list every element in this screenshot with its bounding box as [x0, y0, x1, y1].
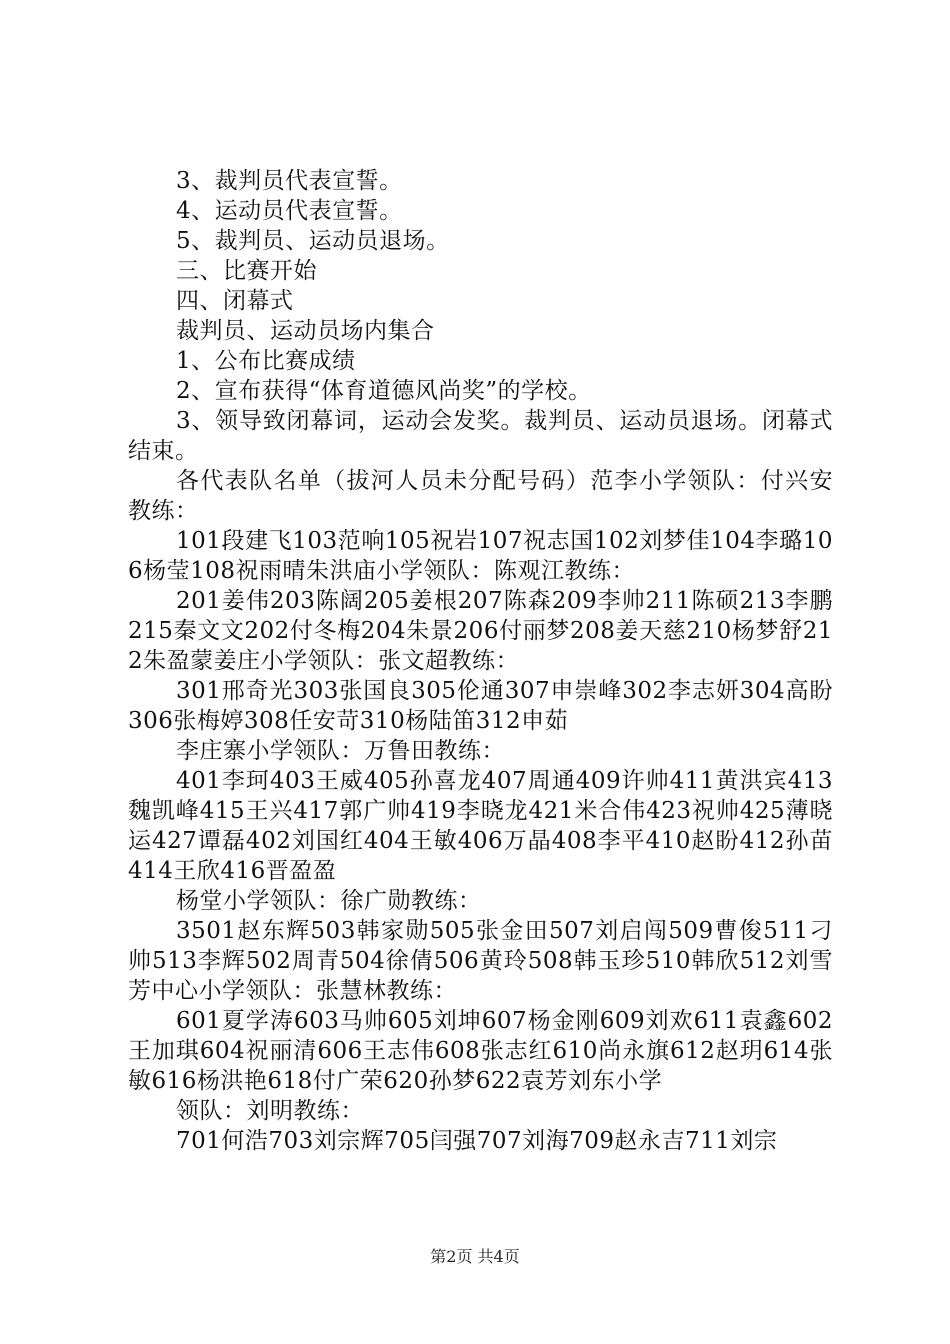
paragraph: 三、比赛开始 — [176, 258, 317, 284]
paragraph: 601夏学涛603马帅605刘坤607杨金刚609刘欢611袁鑫602王加琪604祝丽清606王志伟608张志红610尚永旗612赵玥614张敏616杨洪艳618付广荣620孙梦622袁芳刘东小学 — [128, 1008, 833, 1094]
paragraph: 3501赵东辉503韩家勋505张金田507刘启闯509曹俊511刁帅513李辉502周青504徐倩506黄玲508韩玉珍510韩欣512刘雪芳中心小学领队：张慧林教练： — [128, 918, 833, 1004]
paragraph: 各代表队名单（拔河人员未分配号码）范李小学领队：付兴安教练： — [128, 468, 833, 524]
paragraph: 401李珂403王威405孙喜龙407周通409许帅411黄洪宾413魏凯峰415王兴417郭广帅419李晓龙421米合伟423祝帅425薄晓运427谭磊402刘国红404王敏406万晶408李平410赵盼412孙苗414王欣416晋盈盈 — [128, 768, 833, 884]
page-number-footer: 第2页 共4页 — [430, 1247, 520, 1266]
paragraph: 领队：刘明教练： — [176, 1098, 364, 1124]
paragraph: 301邢奇光303张国良305伦通307申崇峰302李志妍304高盼306张梅婷308任安苛310杨陆笛312申茹 — [128, 678, 833, 734]
paragraph: 101段建飞103范响105祝岩107祝志国102刘梦佳104李璐106杨莹108祝雨晴朱洪庙小学领队：陈观江教练： — [128, 528, 833, 584]
paragraph: 201姜伟203陈阔205姜根207陈森209李帅211陈硕213李鹏215秦文文202付冬梅204朱景206付丽梦208姜天慈210杨梦舒212朱盈蒙姜庄小学领队：张文超教练： — [128, 588, 833, 674]
paragraph: 4、运动员代表宣誓。 — [176, 198, 403, 224]
paragraph: 701何浩703刘宗辉705闫强707刘海709赵永吉711刘宗 — [176, 1128, 778, 1154]
paragraph: 1、公布比赛成绩 — [176, 348, 356, 374]
paragraph: 四、闭幕式 — [176, 288, 294, 314]
paragraph: 3、领导致闭幕词，运动会发奖。裁判员、运动员退场。闭幕式结束。 — [128, 408, 833, 464]
paragraph: 杨堂小学领队：徐广勋教练： — [176, 888, 482, 914]
paragraph: 3、裁判员代表宣誓。 — [176, 168, 403, 194]
paragraph: 裁判员、运动员场内集合 — [176, 318, 435, 344]
paragraph: 5、裁判员、运动员退场。 — [176, 228, 450, 254]
document-body — [128, 166, 833, 1156]
paragraph: 2、宣布获得“体育道德风尚奖”的学校。 — [176, 378, 592, 404]
paragraph: 李庄寨小学领队：万鲁田教练： — [176, 738, 505, 764]
